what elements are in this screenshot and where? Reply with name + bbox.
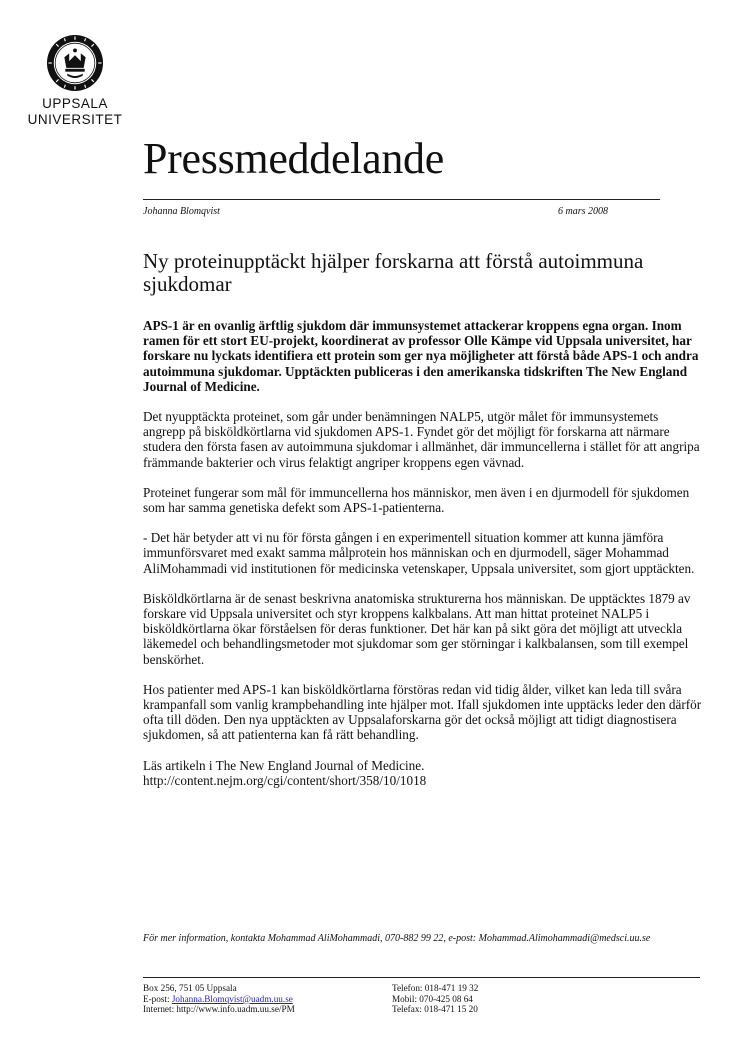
read-more-text: Läs artikeln i The New England Journal of Medicine. <box>143 757 425 773</box>
body-paragraph-3: - Det här betyder att vi nu för första gången i en experimentell situation kommer att kunna jämföra immunförsvaret med exakt samma målprotein hos människan och en djurmodell, säger Mohammad AliMohammadi vid institutionen för medicinska vetenskaper, Uppsala universitet, som gjort upptäckten. <box>143 530 695 576</box>
page-title: Pressmeddelande <box>143 134 444 183</box>
email-line <box>143 994 295 1005</box>
fax-number: Telefax: 018-471 15 20 <box>392 1004 478 1015</box>
read-more <box>143 758 703 788</box>
footer-divider <box>143 977 700 978</box>
logo-line-1: UPPSALA <box>42 96 108 111</box>
author-name: Johanna Blomqvist <box>143 206 220 217</box>
body-paragraph-2: Proteinet fungerar som mål för immuncellerna hos människor, men även i en djurmodell för sjukdomen som har samma genetiska defekt som APS-1-patienterna. <box>143 484 690 516</box>
internet-label: Internet: <box>143 1004 175 1015</box>
body-paragraph-1: Det nyupptäckta proteinet, som går under benämningen NALP5, utgör målet för immunsystemets angrepp på bisköldkörtlarna vid sjukdomen APS-1. Fyndet gör det möjligt för forskarna att närmare studera den första fasen av autoimmuna sjukdomar i allmänhet, där immuncellerna i stället för att angripa främmande bakterier och virus felaktigt angriper kroppens egen vävnad. <box>143 409 700 470</box>
email-link[interactable]: Johanna.Blomqvist@uadm.uu.se <box>171 993 293 1004</box>
lead-paragraph: APS-1 är en ovanlig ärftlig sjukdom där immunsystemet attackerar kroppens egna organ. Inom ramen för ett stort EU-projekt, koordinerat av professor Olle Kämpe vid Uppsala universitet, har forskare nu lyckats identifiera ett protein som ger nya möjligheter att förstå både APS-1 och andra autoimmuna sjukdomar. Upptäckten publiceras i den amerikanska tidskriften The New England Journal of Medicine. <box>143 318 699 394</box>
body-paragraph-4: Bisköldkörtlarna är de senast beskrivna anatomiska strukturerna hos människan. De upptäcktes 1879 av forskare vid Uppsala universitet och styr kroppens kalkbalans. Att man hittat proteinet NALP5 i bisköldkörtlarna ökar förståelsen för deras funktioner. Det här kan på sikt göra det möjligt att utveckla läkemedel och behandlingsmetoder mot sjukdomar som ger störningar i kalkbalansen, som till exempel benskörhet. <box>143 590 691 667</box>
email-label: E-post: <box>143 993 170 1004</box>
footer-phone-block <box>392 983 478 1015</box>
contact-note: För mer information, kontakta Mohammad AliMohammadi, 070-882 99 22, e-post: Mohammad.Alimohammadi@medsci.uu.se <box>143 933 651 944</box>
university-seal-logo <box>46 34 104 92</box>
logo-line-2: UNIVERSITET <box>27 112 123 127</box>
internet-url[interactable]: http://www.info.uadm.uu.se/PM <box>176 1004 295 1015</box>
header-divider <box>143 199 660 200</box>
phone-number: Telefon: 018-471 19 32 <box>392 983 479 993</box>
mobile-number: Mobil: 070-425 08 64 <box>392 993 473 1004</box>
publish-date: 6 mars 2008 <box>558 206 609 217</box>
footer-address-block <box>143 983 295 1015</box>
internet-line <box>143 1004 295 1015</box>
article-headline: Ny proteinupptäckt hjälper forskarna att förstå autoimmuna sjukdomar <box>143 249 644 296</box>
university-logo-text <box>0 96 150 128</box>
read-more-url[interactable]: http://content.nejm.org/cgi/content/short/358/10/1018 <box>143 772 427 788</box>
article-body <box>143 318 703 803</box>
body-paragraph-5: Hos patienter med APS-1 kan bisköldkörtlarna förstöras redan vid tidig ålder, vilket kan leda till svåra krampanfall som vanlig krampbehandling inte hjälper mot. Ifall sjukdomen inte upptäcks leder den därför ofta till döden. Den nya upptäckten av Uppsalaforskarna gör det också möjligt att tidigt diagnostisera sjukdomen, så att patienterna kan få rätt behandling. <box>143 681 702 743</box>
postal-address: Box 256, 751 05 Uppsala <box>143 983 237 993</box>
